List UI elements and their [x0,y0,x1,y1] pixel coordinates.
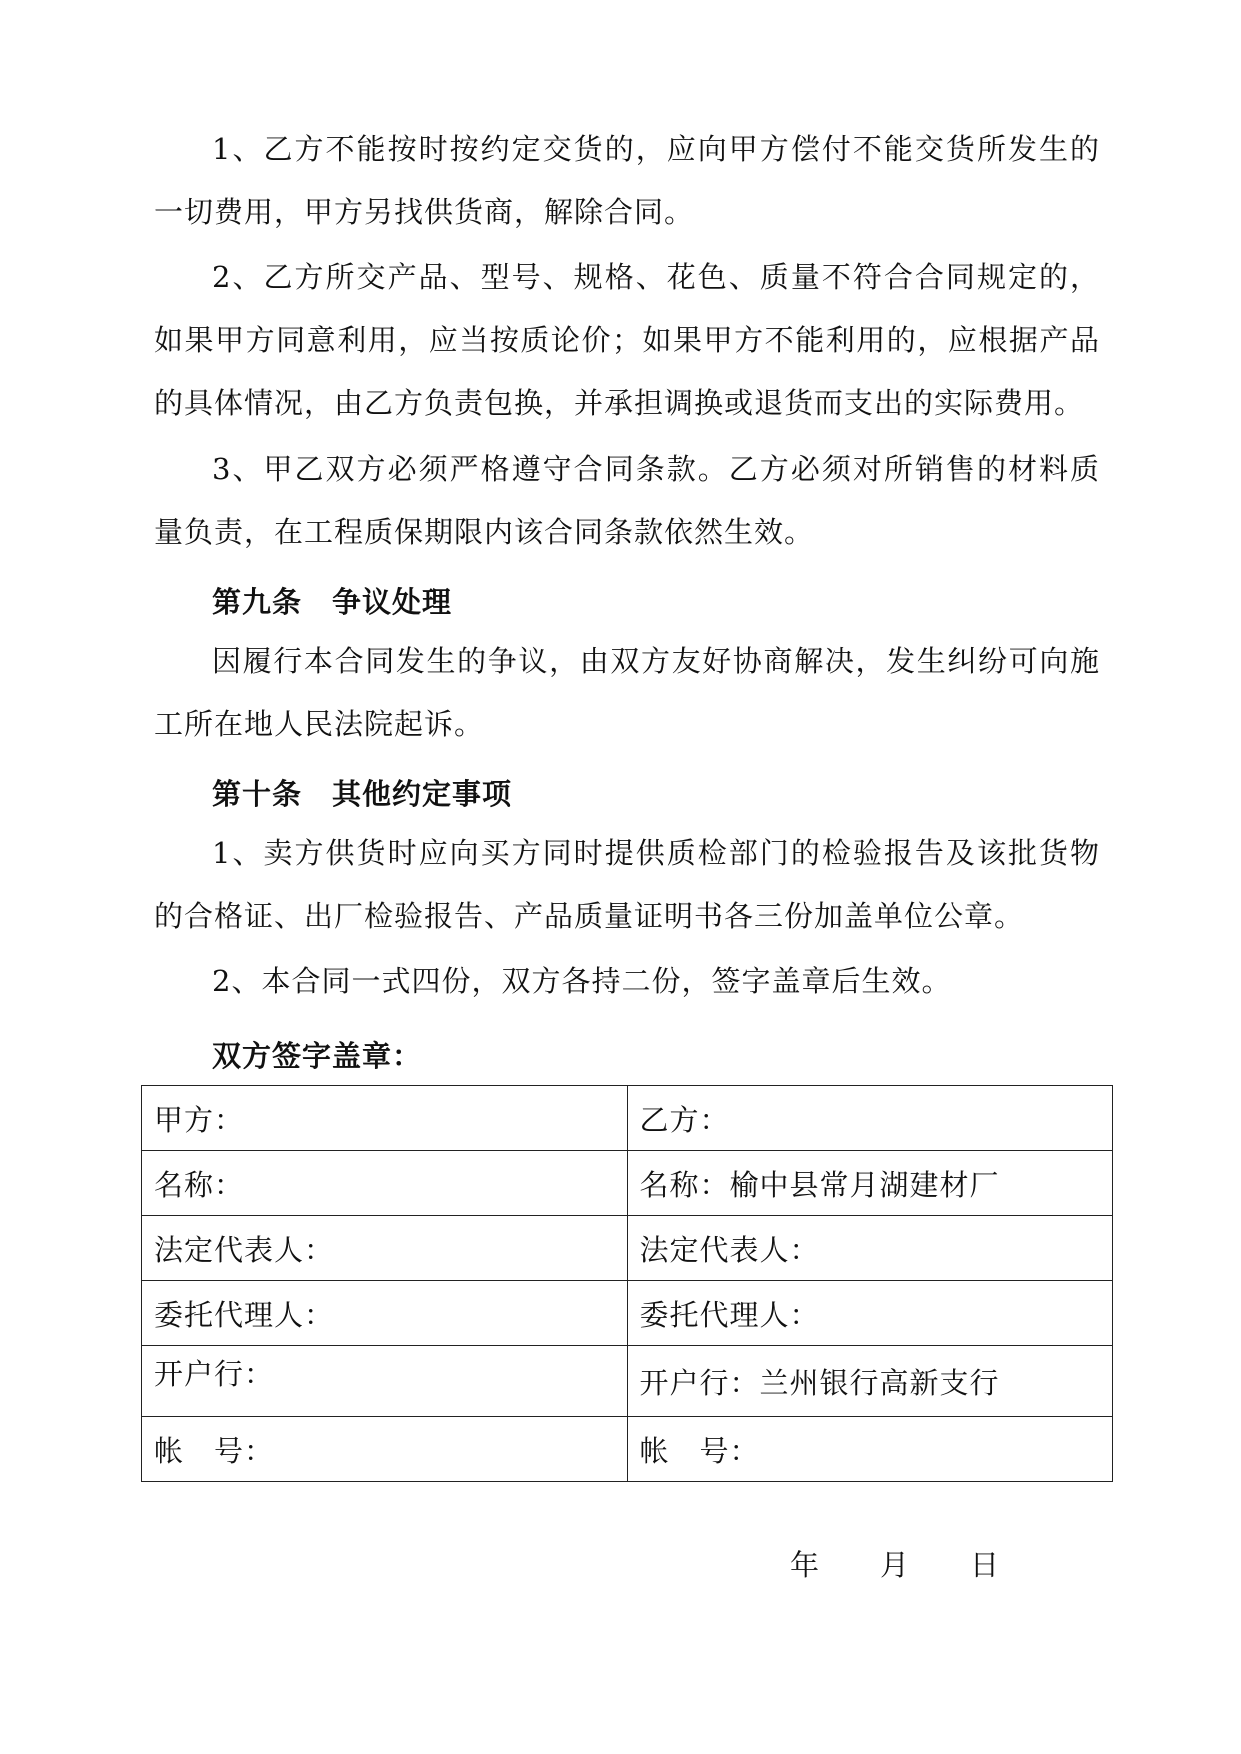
party-a-account-cell: 帐 号： [142,1417,628,1482]
signature-heading: 双方签字盖章： [212,1039,423,1073]
table-row [142,1281,1113,1346]
article-9-heading: 第九条 争议处理 [212,585,453,619]
party-a-legal-rep-cell: 法定代表人： [142,1216,628,1281]
table-row [142,1346,1113,1417]
party-b-name-cell: 名称：榆中县常月湖建材厂 [627,1151,1113,1216]
clause-paragraph-2: 2、乙方所交产品、型号、规格、花色、质量不符合合同规定的，如果甲方同意利用，应当按质论价；如果甲方不能利用的，应根据产品的具体情况，由乙方负责包换，并承担调换或退货而支出的实际费用。 [154,260,1100,420]
party-a-cell: 甲方： [142,1086,628,1151]
table-row [142,1086,1113,1151]
party-a-name-cell: 名称： [142,1151,628,1216]
table-row [142,1216,1113,1281]
party-b-bank-cell: 开户行：兰州银行高新支行 [627,1346,1113,1417]
table-row [142,1417,1113,1482]
dispute-paragraph: 因履行本合同发生的争议，由双方友好协商解决，发生纠纷可向施工所在地人民法院起诉。 [154,644,1100,741]
signing-date: 年 月 日 [790,1548,1001,1582]
clause-paragraph-3: 3、甲乙双方必须严格遵守合同条款。乙方必须对所销售的材料质量负责，在工程质保期限内该合同条款依然生效。 [154,452,1100,549]
party-b-account-cell: 帐 号： [627,1417,1113,1482]
party-b-legal-rep-cell: 法定代表人： [627,1216,1113,1281]
clause-paragraph-1: 1、乙方不能按时按约定交货的，应向甲方偿付不能交货所发生的一切费用，甲方另找供货商，解除合同。 [154,132,1100,229]
party-a-bank-cell: 开户行： [142,1346,628,1417]
party-b-cell: 乙方： [627,1086,1113,1151]
party-a-agent-cell: 委托代理人： [142,1281,628,1346]
table-row [142,1151,1113,1216]
other-terms-paragraph-1: 1、卖方供货时应向买方同时提供质检部门的检验报告及该批货物的合格证、出厂检验报告、产品质量证明书各三份加盖单位公章。 [154,836,1100,933]
signature-table [141,1085,1113,1482]
article-10-heading: 第十条 其他约定事项 [212,777,513,811]
other-terms-paragraph-2: 2、本合同一式四份，双方各持二份，签字盖章后生效。 [212,964,952,998]
party-b-agent-cell: 委托代理人： [627,1281,1113,1346]
